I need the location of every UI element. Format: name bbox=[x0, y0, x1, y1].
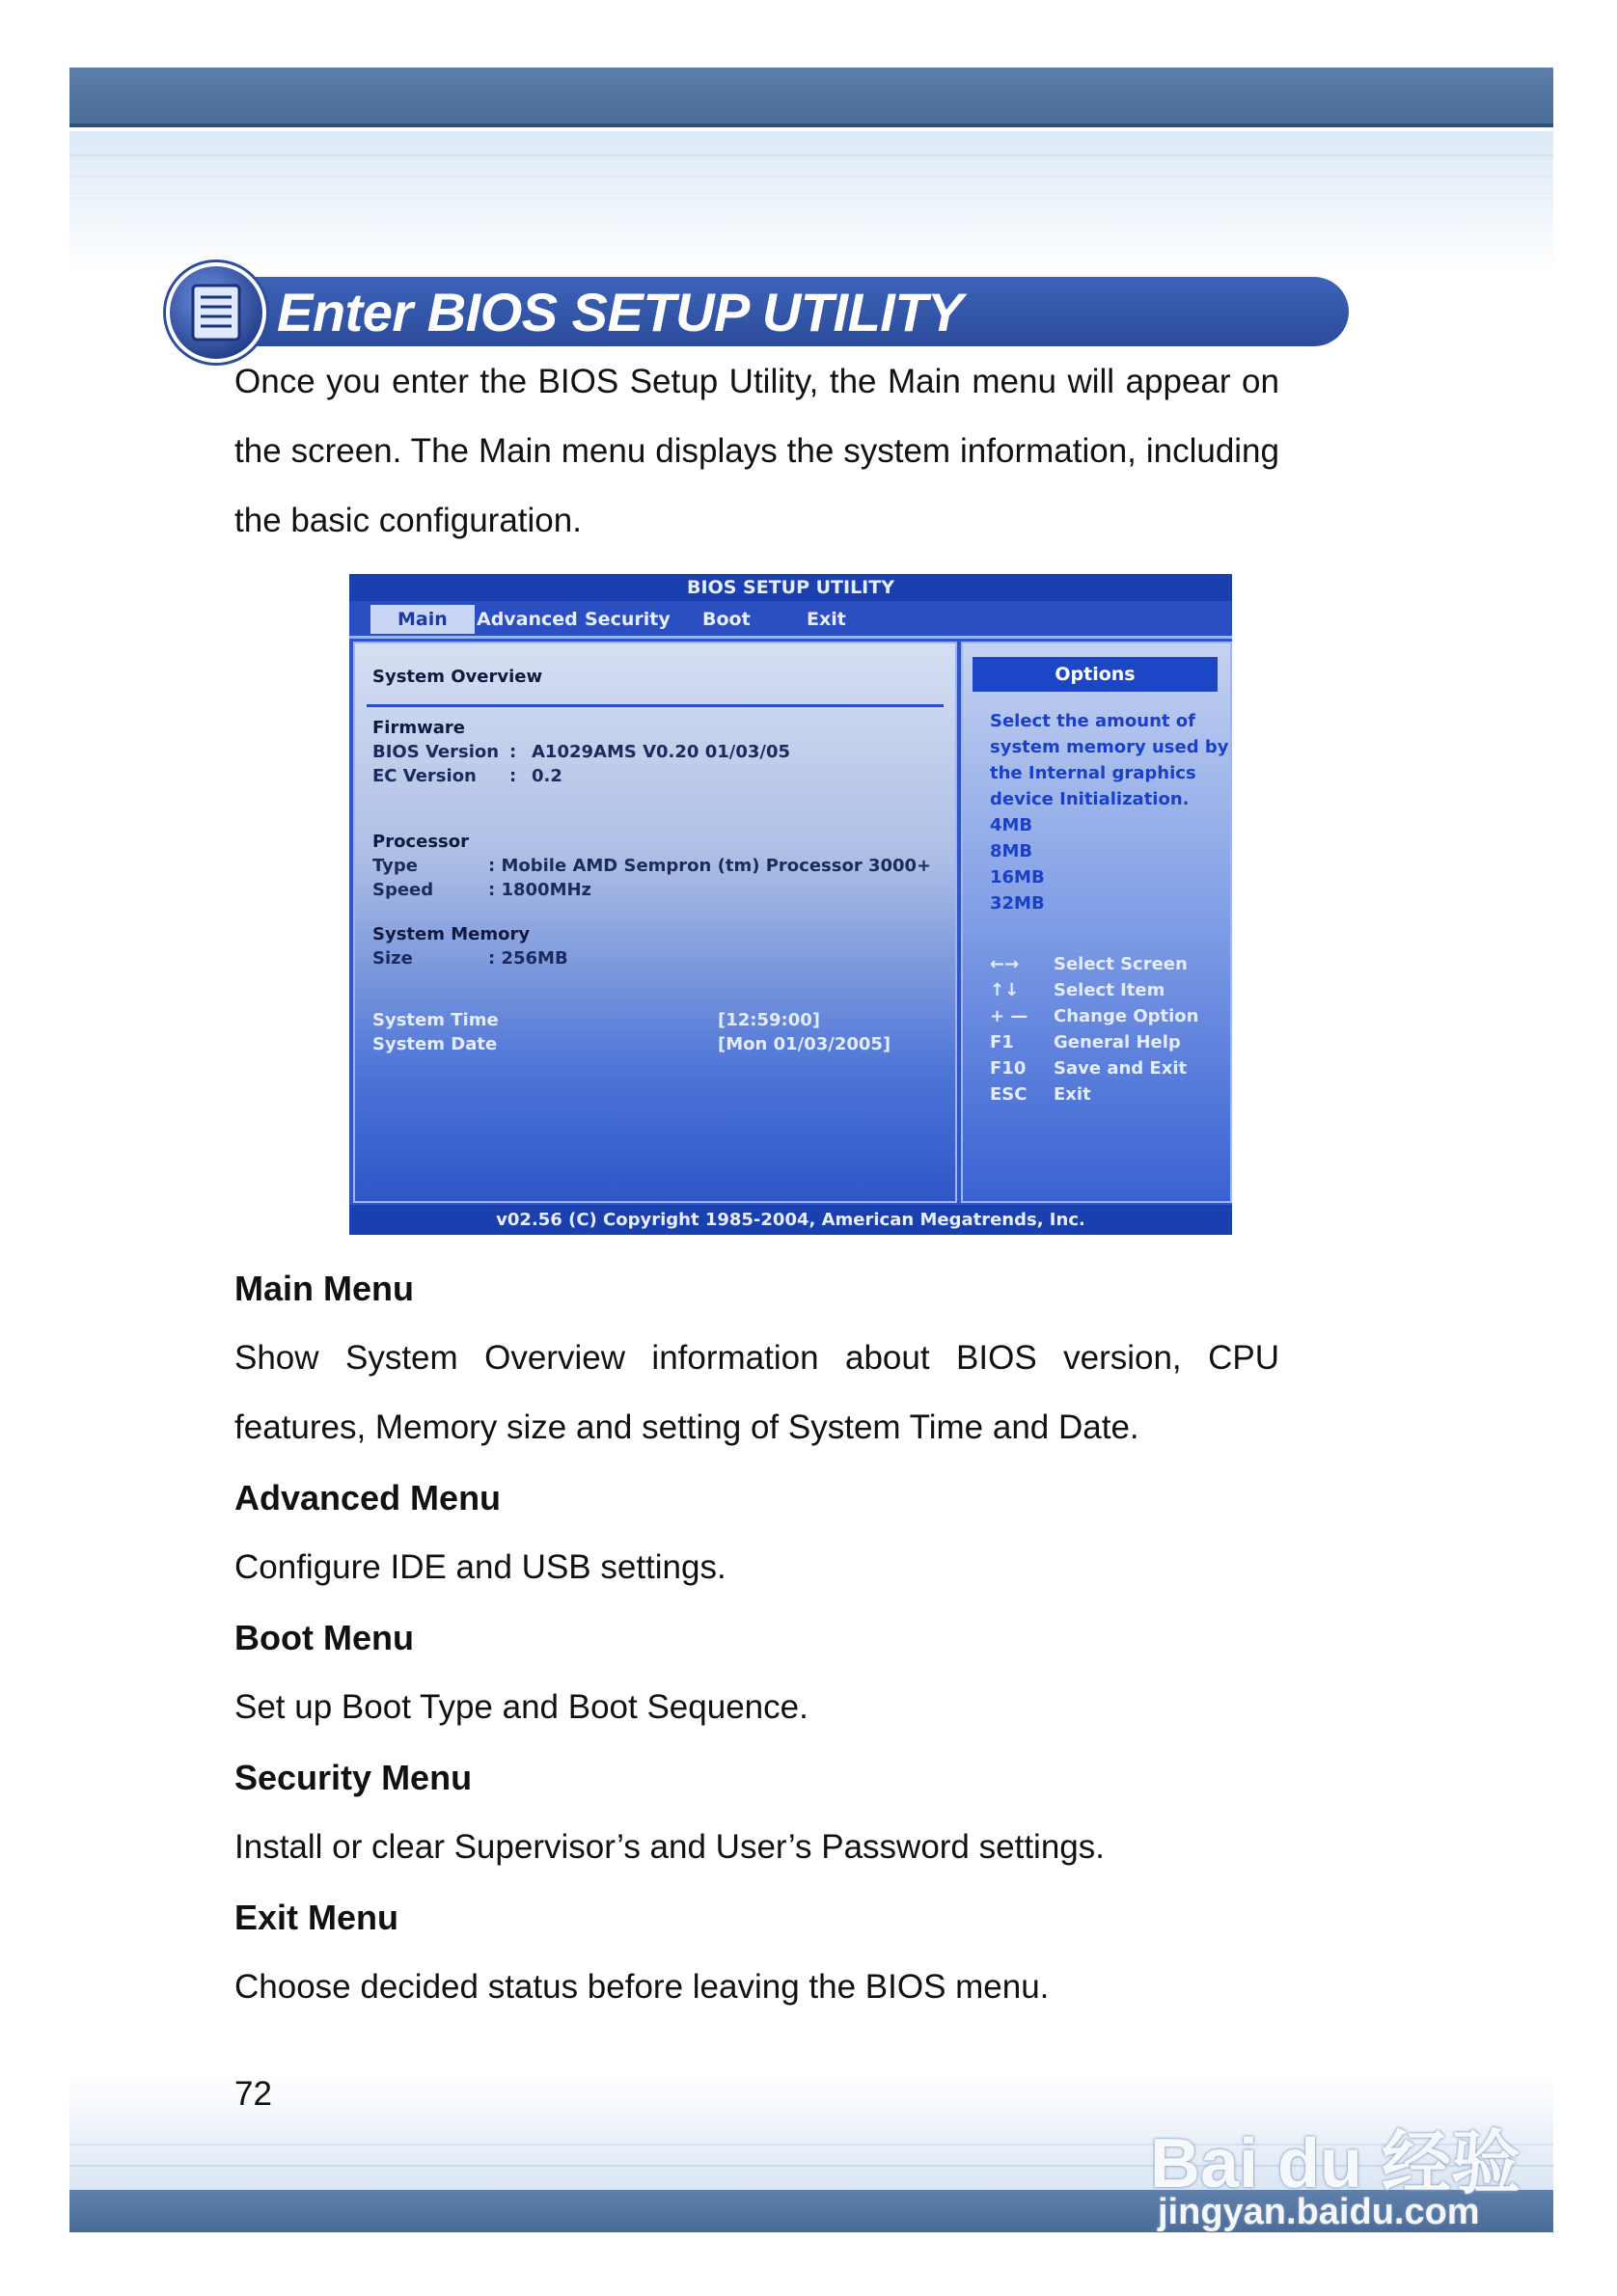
bios-version-value: A1029AMS V0.20 01/03/05 bbox=[532, 742, 791, 762]
processor-speed-value: : 1800MHz bbox=[488, 880, 592, 900]
section-text-advanced: Configure IDE and USB settings. bbox=[234, 1548, 726, 1586]
firmware-heading: Firmware bbox=[372, 718, 465, 738]
ec-version-value: 0.2 bbox=[532, 766, 562, 786]
help-line: device Initialization. bbox=[990, 789, 1190, 809]
section-title: Enter BIOS SETUP UTILITY bbox=[277, 282, 963, 342]
help-line: the Internal graphics bbox=[990, 763, 1196, 783]
header-stripe bbox=[69, 197, 1553, 199]
section-text-security: Install or clear Supervisor’s and User’s Password settings. bbox=[234, 1828, 1105, 1866]
memory-size-label: Size bbox=[372, 948, 413, 969]
key-action: Select Item bbox=[1054, 980, 1165, 1000]
bios-screenshot bbox=[349, 574, 1232, 1235]
header-stripe bbox=[69, 154, 1553, 156]
help-line: Select the amount of bbox=[990, 711, 1195, 731]
header-stripe bbox=[69, 176, 1553, 178]
system-date-value[interactable]: [Mon 01/03/2005] bbox=[718, 1034, 891, 1054]
colon: : bbox=[509, 766, 517, 786]
page-number: 72 bbox=[234, 2075, 272, 2113]
bios-footer: v02.56 (C) Copyright 1985-2004, American Megatrends, Inc. bbox=[349, 1205, 1232, 1235]
option-item[interactable]: 4MB bbox=[990, 815, 1033, 835]
key-f10: F10 bbox=[990, 1058, 1027, 1079]
watermark-url: jingyan.baidu.com bbox=[1158, 2192, 1480, 2232]
header-fade bbox=[69, 131, 1553, 276]
section-text-main: Show System Overview information about BIOS version, CPU features, Memory size and setting of System Time and Date. bbox=[234, 1339, 1279, 1446]
key-f1: F1 bbox=[990, 1032, 1014, 1052]
section-heading-boot: Boot Menu bbox=[234, 1618, 414, 1657]
bios-title: BIOS SETUP UTILITY bbox=[349, 574, 1232, 601]
header-rule bbox=[69, 123, 1553, 127]
section-heading-advanced: Advanced Menu bbox=[234, 1478, 502, 1517]
memory-size-value: : 256MB bbox=[488, 948, 568, 969]
key-action: Exit bbox=[1054, 1084, 1091, 1105]
system-date-label[interactable]: System Date bbox=[372, 1034, 498, 1054]
section-heading-security: Security Menu bbox=[234, 1758, 473, 1797]
bios-tab-security[interactable]: Security bbox=[585, 609, 671, 630]
option-item[interactable]: 16MB bbox=[990, 867, 1045, 888]
key-arrows-lr: ←→ bbox=[990, 954, 1020, 974]
overview-divider bbox=[367, 704, 944, 707]
section-heading-exit: Exit Menu bbox=[234, 1898, 399, 1937]
header-band bbox=[69, 68, 1553, 123]
overview-heading: System Overview bbox=[372, 667, 543, 687]
section-text-exit: Choose decided status before leaving the BIOS menu. bbox=[234, 1968, 1050, 2006]
baidu-watermark bbox=[1150, 2095, 1536, 2240]
key-action: General Help bbox=[1054, 1032, 1181, 1052]
key-action: Save and Exit bbox=[1054, 1058, 1188, 1079]
colon: : bbox=[509, 742, 517, 762]
bios-tab-boot[interactable]: Boot bbox=[702, 609, 751, 630]
bios-tab-main[interactable]: Main bbox=[370, 605, 475, 634]
key-arrows-ud: ↑↓ bbox=[990, 980, 1020, 1000]
bios-version-label: BIOS Version bbox=[372, 742, 500, 762]
ec-version-label: EC Version bbox=[372, 766, 477, 786]
section-heading-main: Main Menu bbox=[234, 1269, 414, 1308]
option-item[interactable]: 8MB bbox=[990, 841, 1033, 861]
processor-type-label: Type bbox=[372, 856, 418, 876]
help-line: system memory used by bbox=[990, 737, 1229, 757]
processor-heading: Processor bbox=[372, 832, 469, 852]
key-plus-minus: + — bbox=[990, 1006, 1028, 1026]
bios-tab-exit[interactable]: Exit bbox=[807, 609, 846, 630]
intro-paragraph: Once you enter the BIOS Setup Utility, the Main menu will appear on the screen. The Main menu displays the system information, including the basic configuration. bbox=[234, 363, 1279, 539]
watermark-logo: Bai du 经验 bbox=[1150, 2125, 1521, 2202]
system-time-value[interactable]: [12:59:00] bbox=[718, 1010, 820, 1030]
key-action: Select Screen bbox=[1054, 954, 1188, 974]
section-text-boot: Set up Boot Type and Boot Sequence. bbox=[234, 1688, 808, 1726]
key-esc: ESC bbox=[990, 1084, 1028, 1105]
bios-options-panel bbox=[961, 642, 1232, 1203]
memory-heading: System Memory bbox=[372, 924, 531, 944]
key-action: Change Option bbox=[1054, 1006, 1199, 1026]
bios-tab-advanced[interactable]: Advanced bbox=[477, 609, 578, 630]
processor-speed-label: Speed bbox=[372, 880, 434, 900]
bios-menubar bbox=[349, 601, 1232, 639]
bios-main-panel bbox=[353, 642, 957, 1203]
system-time-label[interactable]: System Time bbox=[372, 1010, 499, 1030]
options-heading: Options bbox=[973, 657, 1218, 692]
option-item[interactable]: 32MB bbox=[990, 893, 1045, 914]
processor-type-value: : Mobile AMD Sempron (tm) Processor 3000+ bbox=[488, 856, 932, 876]
